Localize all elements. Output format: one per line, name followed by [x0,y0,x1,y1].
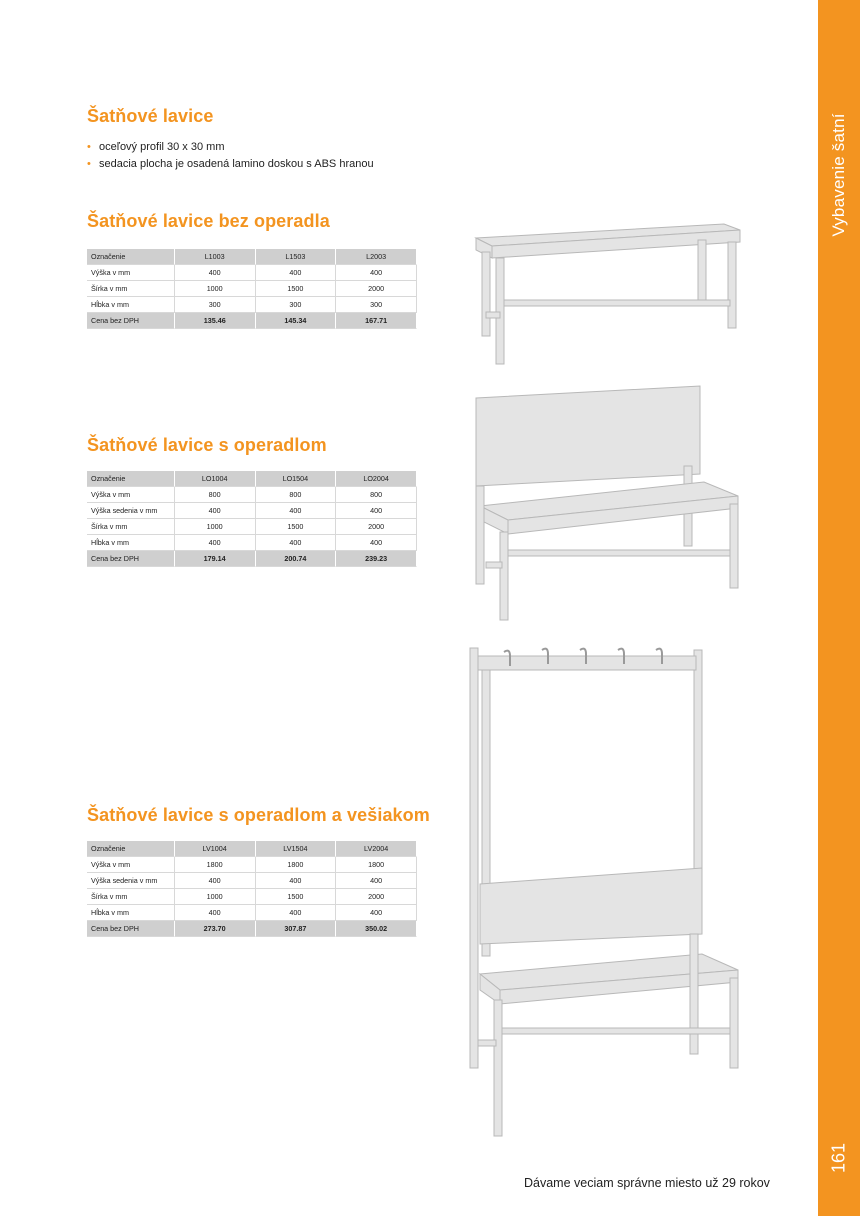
table-row: Označenie LV1004 LV1504 LV2004 [87,841,417,857]
table-row: Cena bez DPH 273.70 307.87 350.02 [87,921,417,937]
footer-tagline: Dávame veciam správne miesto už 29 rokov [524,1176,770,1190]
table-row: Cena bez DPH 179.14 200.74 239.23 [87,551,417,567]
table-row: Výška v mm 1800 1800 1800 [87,857,417,873]
table-row: Šírka v mm 1000 1500 2000 [87,519,417,535]
table-row: Hĺbka v mm 300 300 300 [87,297,417,313]
bullet-icon: • [87,141,91,153]
table-row: Výška sedenia v mm 400 400 400 [87,873,417,889]
bullet-icon: • [87,158,91,170]
table-row: Hĺbka v mm 400 400 400 [87,905,417,921]
chapter-title: Vybavenie šatní [829,113,848,237]
feature-list [87,139,374,173]
list-item: • oceľový profil 30 x 30 mm [87,139,374,156]
spec-table-with-backrest [87,471,417,567]
table-row: Hĺbka v mm 400 400 400 [87,535,417,551]
table-row: Výška v mm 800 800 800 [87,487,417,503]
section-title-with-backrest-and-hanger: Šatňové lavice s operadlom a vešiakom [87,805,430,825]
table-row: Cena bez DPH 135.46 145.34 167.71 [87,313,417,329]
section-title-without-backrest: Šatňové lavice bez operadla [87,211,330,231]
table-row: Označenie L1003 L1503 L2003 [87,249,417,265]
bench-with-backrest-image [466,382,748,622]
spec-table-without-backrest [87,249,417,329]
table-row: Označenie LO1004 LO1504 LO2004 [87,471,417,487]
page-number: 161 [828,1142,849,1174]
bench-without-backrest-image [466,212,748,368]
table-row: Výška sedenia v mm 400 400 400 [87,503,417,519]
intro-title: Šatňové lavice [87,106,214,126]
section-title-with-backrest: Šatňové lavice s operadlom [87,435,327,455]
list-item: • sedacia plocha je osadená lamino doskou s ABS hranou [87,156,374,173]
table-row: Šírka v mm 1000 1500 2000 [87,281,417,297]
spec-table-with-hanger [87,841,417,937]
table-row: Šírka v mm 1000 1500 2000 [87,889,417,905]
bench-with-hanger-image [466,644,748,1140]
table-row: Výška v mm 400 400 400 [87,265,417,281]
